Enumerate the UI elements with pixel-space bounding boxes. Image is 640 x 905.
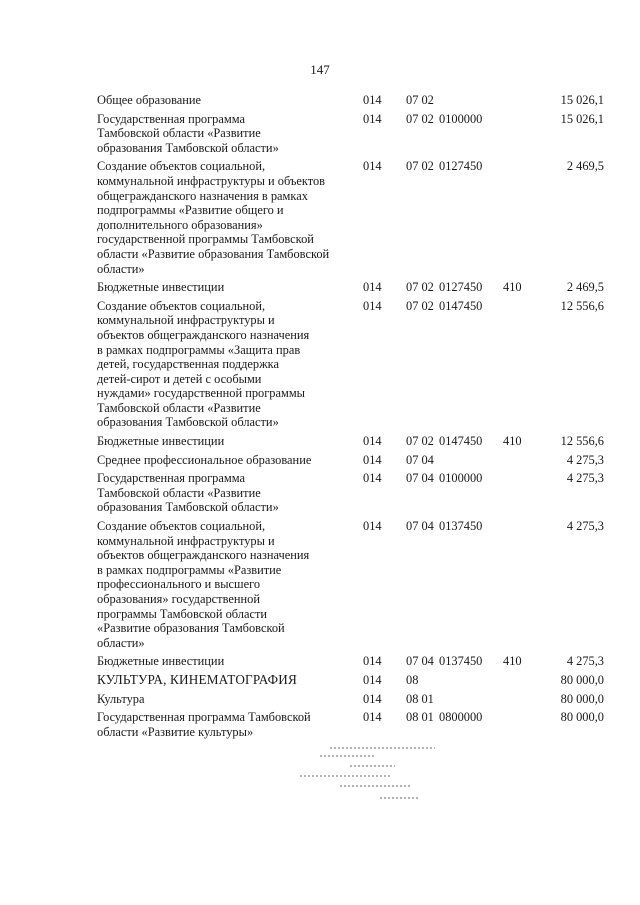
section-code: 07 02 — [406, 93, 434, 107]
table-row — [97, 280, 607, 295]
table-row — [97, 112, 607, 156]
ministry-code: 014 — [363, 159, 382, 174]
table-row — [97, 453, 607, 468]
target-article-code: 0127450 — [439, 159, 483, 174]
ministry-code: 014 — [363, 111, 382, 126]
row-name: Государственная программа Тамбовской области «Развитие культуры» — [97, 710, 311, 739]
stamp-impression — [290, 745, 440, 805]
ministry-code: 014 — [363, 691, 382, 706]
target-article-code: 0800000 — [439, 710, 483, 725]
row-name: Создание объектов социальной, коммунальной инфраструктуры и объектов общегражданского назначения в рамках подпрограммы «Защита прав детей, государственная поддержка детей-сирот и детей с особыми нуждами» государственной программы Тамбовской области «Развитие образования Тамбовской области» — [97, 298, 310, 430]
target-article-code: 0100000 — [439, 111, 483, 126]
row-name: Культура — [97, 691, 145, 706]
section-code: 07 02 — [406, 434, 434, 449]
row-name: Бюджетные инвестиции — [97, 434, 225, 449]
ministry-code: 014 — [363, 298, 382, 313]
target-article-code: 0100000 — [439, 471, 483, 486]
row-name: Создание объектов социальной, коммунальной инфраструктуры и объектов общегражданского назначения в рамках подпрограммы «Развитие профессионального и высшего образования» государственной программы Тамбовской области «Развитие образования Тамбовской области» — [97, 519, 310, 650]
target-article-code: 0127450 — [439, 280, 483, 295]
amount: 4 275,3 — [566, 519, 604, 534]
row-name: Общее образование — [97, 93, 202, 107]
ministry-code: 014 — [363, 280, 382, 295]
section-code: 07 04 — [406, 654, 434, 669]
amount: 80 000,0 — [560, 691, 604, 706]
ministry-code: 014 — [363, 672, 382, 687]
amount: 12 556,6 — [560, 298, 604, 313]
amount: 4 275,3 — [566, 452, 604, 467]
target-article-code: 0147450 — [439, 298, 483, 313]
ministry-code: 014 — [363, 93, 382, 107]
row-name: Среднее профессиональное образование — [97, 452, 312, 467]
table-row — [97, 434, 607, 449]
table-row — [97, 519, 607, 650]
target-article-code: 0137450 — [439, 519, 483, 534]
section-code: 07 04 — [406, 519, 434, 534]
row-name: Бюджетные инвестиции — [97, 280, 225, 295]
table-row — [97, 654, 607, 669]
section-code: 08 01 — [406, 691, 434, 706]
row-name: КУЛЬТУРА, КИНЕМАТОГРАФИЯ — [97, 671, 297, 687]
section-code: 08 — [406, 672, 419, 687]
table-row — [97, 692, 607, 707]
table-row — [97, 471, 607, 515]
amount: 2 469,5 — [566, 280, 604, 295]
row-name: Государственная программа Тамбовской области «Развитие образования Тамбовской области» — [97, 111, 279, 155]
ministry-code: 014 — [363, 710, 382, 725]
ministry-code: 014 — [363, 471, 382, 486]
ministry-code: 014 — [363, 654, 382, 669]
amount: 15 026,1 — [560, 111, 604, 126]
table-row — [97, 93, 607, 108]
amount: 80 000,0 — [560, 710, 604, 725]
target-article-code: 0137450 — [439, 654, 483, 669]
budget-table — [97, 93, 607, 743]
target-article-code: 0147450 — [439, 434, 483, 449]
section-code: 07 02 — [406, 298, 434, 313]
row-name: Бюджетные инвестиции — [97, 654, 225, 669]
section-code: 07 04 — [406, 471, 434, 486]
amount: 80 000,0 — [560, 672, 604, 687]
page-number: 147 — [310, 62, 330, 77]
table-row — [97, 673, 607, 688]
section-code: 07 02 — [406, 159, 434, 174]
ministry-code: 014 — [363, 452, 382, 467]
row-name: Государственная программа Тамбовской области «Развитие образования Тамбовской области» — [97, 471, 279, 515]
row-name: Создание объектов социальной, коммунальной инфраструктуры и объектов общегражданского назначения в рамках подпрограммы «Развитие общего и дополнительного образования» государственной программы Тамбовской области «Развитие образования Тамбовской области» — [97, 159, 330, 276]
amount: 4 275,3 — [566, 471, 604, 486]
expense-type-code: 410 — [503, 434, 522, 449]
table-row — [97, 299, 607, 430]
section-code: 07 04 — [406, 452, 434, 467]
section-code: 07 02 — [406, 111, 434, 126]
section-code: 08 01 — [406, 710, 434, 725]
amount: 2 469,5 — [566, 159, 604, 174]
expense-type-code: 410 — [503, 654, 522, 669]
section-code: 07 02 — [406, 280, 434, 295]
expense-type-code: 410 — [503, 280, 522, 295]
ministry-code: 014 — [363, 434, 382, 449]
ministry-code: 014 — [363, 519, 382, 534]
amount: 4 275,3 — [566, 654, 604, 669]
amount: 12 556,6 — [560, 434, 604, 449]
table-row — [97, 159, 607, 276]
table-row — [97, 710, 607, 739]
amount: 15 026,1 — [560, 93, 604, 107]
